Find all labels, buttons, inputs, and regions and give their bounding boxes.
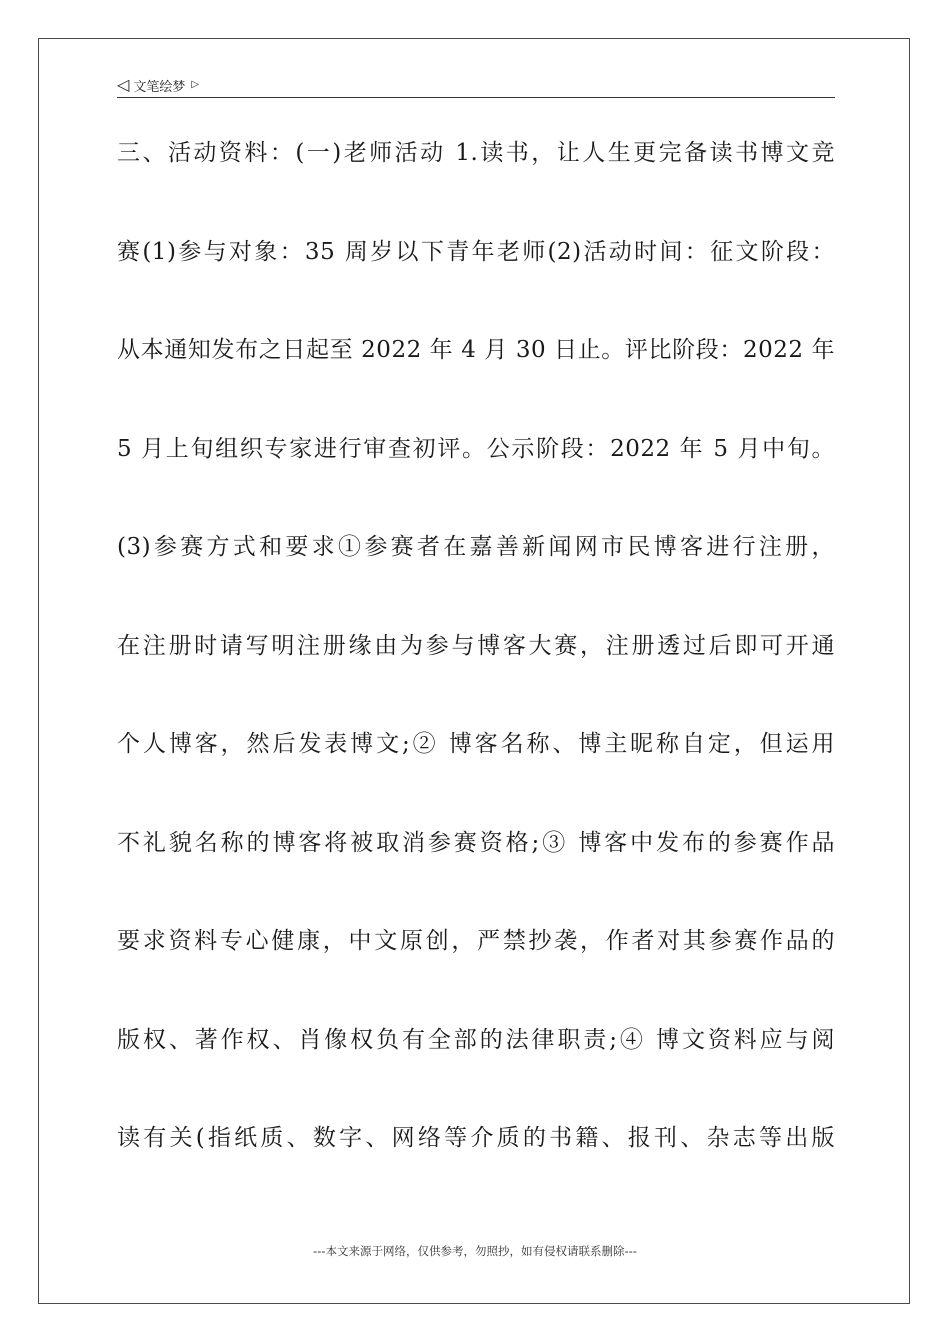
- triangle-right-icon: ▷: [191, 79, 200, 90]
- text-line: 三、活动资料：(一)老师活动 1.读书，让人生更完备读书博文竞: [117, 140, 835, 166]
- text-line: 赛(1)参与对象：35 周岁以下青年老师(2)活动时间：征文阶段：: [117, 238, 835, 265]
- page-footer: ---本文来源于网络，仅供参考，勿照抄，如有侵权请联系删除---: [313, 1244, 637, 1258]
- document-body: [117, 130, 835, 1214]
- text-line: 读有关(指纸质、数字、网络等介质的书籍、报刊、杂志等出版: [117, 1125, 835, 1151]
- header-divider: [117, 97, 835, 98]
- text-line: 从本通知发布之日起至 2022 年 4 月 30 日止。评比阶段：2022 年: [117, 337, 835, 363]
- text-line: 在注册时请写明注册缘由为参与博客大赛，注册透过后即可开通: [117, 632, 835, 659]
- text-line: 5 月上旬组织专家进行审查初评。公示阶段：2022 年 5 月中旬。: [117, 435, 835, 462]
- text-line: 要求资料专心健康，中文原创，严禁抄袭，作者对其参赛作品的: [117, 928, 835, 954]
- triangle-left-icon: ◁: [117, 75, 130, 94]
- page-header: [117, 74, 835, 96]
- text-line: 个人博客，然后发表博文;② 博客名称、博主昵称自定，但运用: [117, 731, 835, 757]
- text-line: 版权、著作权、肖像权负有全部的法律职责;④ 博文资料应与阅: [117, 1026, 835, 1053]
- text-line: (3)参赛方式和要求①参赛者在嘉善新闻网市民博客进行注册，: [117, 534, 835, 560]
- text-line: 不礼貌名称的博客将被取消参赛资格;③ 博客中发布的参赛作品: [117, 829, 835, 856]
- header-brand: 文笔绘梦: [133, 79, 186, 95]
